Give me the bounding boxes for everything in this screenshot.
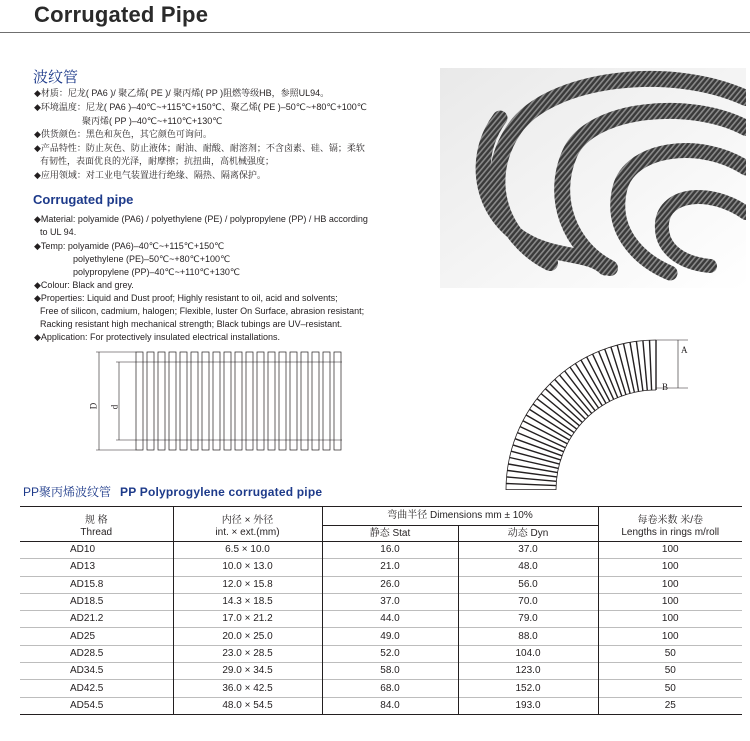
pp-heading-cn: PP聚丙烯波纹管 — [23, 485, 112, 499]
stat-cell: 26.0 — [322, 576, 458, 593]
thread-header-cn: 规 格 — [84, 515, 108, 526]
diameter-cell: 48.0 × 54.5 — [173, 697, 322, 714]
diameter-cell: 23.0 × 28.5 — [173, 645, 322, 662]
stat-cell: 44.0 — [322, 611, 458, 628]
bend-rib — [507, 477, 557, 481]
en-spec-line: ◆Colour: Black and grey. — [34, 280, 134, 290]
diameter-cell: 10.0 × 13.0 — [173, 559, 322, 576]
dyn-cell: 123.0 — [458, 663, 598, 680]
length-cell: 100 — [598, 559, 742, 576]
bend-rib — [555, 379, 589, 416]
length-cell: 100 — [598, 628, 742, 645]
pipe-rib — [235, 352, 242, 450]
pipe-rib — [136, 352, 143, 450]
en-spec-line: Racking resistant high mechanical strength; Black tubings are UV–resistant. — [40, 319, 343, 329]
pipe-rib — [158, 352, 165, 450]
stat-header: 静态 Stat — [322, 526, 458, 542]
table-row — [20, 593, 742, 610]
bend-rib — [587, 357, 610, 401]
stat-cell: 58.0 — [322, 663, 458, 680]
diameter-header — [173, 507, 322, 542]
bend-radius-header: 弯曲半径 Dimensions mm ± 10% — [322, 507, 598, 526]
bend-rib — [643, 341, 647, 391]
diameter-cell: 36.0 × 42.5 — [173, 680, 322, 697]
diameter-cell: 20.0 × 25.0 — [173, 628, 322, 645]
diameter-header-cn: 内径 × 外径 — [221, 515, 274, 526]
pipe-rib — [202, 352, 209, 450]
table-row — [20, 542, 742, 559]
table-row — [20, 645, 742, 662]
cn-spec-line: 聚丙烯( PP )–40℃~+110℃+130℃ — [82, 116, 223, 126]
thread-cell: AD21.2 — [20, 611, 173, 628]
pipe-rib — [268, 352, 275, 450]
bend-rib — [533, 404, 574, 433]
en-section-heading: Corrugated pipe — [33, 192, 134, 207]
stat-cell: 21.0 — [322, 559, 458, 576]
length-cell: 100 — [598, 611, 742, 628]
pipe-rib — [279, 352, 286, 450]
thread-cell: AD54.5 — [20, 697, 173, 714]
en-spec-line: ◆Application: For protectively insulated electrical installations. — [34, 332, 281, 342]
en-spec-line: ◆Properties: Liquid and Dust proof; Highly resistant to oil, acid and solvents; — [34, 293, 338, 303]
length-cell: 50 — [598, 645, 742, 662]
thread-cell: AD25 — [20, 628, 173, 645]
pipe-rib — [180, 352, 187, 450]
dyn-cell: 70.0 — [458, 593, 598, 610]
en-spec-line: to UL 94. — [40, 227, 77, 237]
bend-radius-a-label: A — [681, 345, 688, 355]
length-cell: 25 — [598, 697, 742, 714]
pipe-rib — [334, 352, 341, 450]
cn-spec-line: ◆应用领域：对工业电气装置进行绝缘、隔热、隔离保护。 — [34, 170, 266, 180]
table-row — [20, 680, 742, 697]
thread-cell: AD28.5 — [20, 645, 173, 662]
product-photo — [440, 68, 746, 288]
thread-cell: AD42.5 — [20, 680, 173, 697]
cn-section-heading: 波纹管 — [33, 69, 79, 86]
diameter-cell: 6.5 × 10.0 — [173, 542, 322, 559]
diameter-cell: 14.3 × 18.5 — [173, 593, 322, 610]
length-cell: 50 — [598, 663, 742, 680]
dyn-cell: 79.0 — [458, 611, 598, 628]
pipe-rib — [290, 352, 297, 450]
bend-rib — [650, 340, 652, 390]
inner-diameter-label: d — [109, 404, 120, 410]
table-row — [20, 559, 742, 576]
bend-rib — [570, 367, 599, 408]
pipe-rib — [323, 352, 330, 450]
diameter-header-en: int. × ext.(mm) — [215, 527, 280, 538]
stat-cell: 52.0 — [322, 645, 458, 662]
bent-pipe-diagram — [488, 330, 700, 490]
bend-rib — [523, 421, 567, 444]
thread-header-en: Thread — [80, 527, 113, 538]
table-row — [20, 697, 742, 714]
dyn-cell: 152.0 — [458, 680, 598, 697]
cn-spec-line: ◆材质：尼龙( PA6 )/ 聚乙烯( PE )/ 聚丙烯( PP )阻燃等级HB，参照UL94。 — [34, 88, 330, 98]
stat-cell: 68.0 — [322, 680, 458, 697]
dyn-header: 动态 Dyn — [458, 526, 598, 542]
pipe-rib — [312, 352, 319, 450]
length-header — [598, 507, 742, 542]
pipe-rib — [213, 352, 220, 450]
cn-spec-line: ◆供货颜色：黑色和灰色，其它颜色可询问。 — [34, 129, 212, 139]
table-row — [20, 576, 742, 593]
stat-cell: 16.0 — [322, 542, 458, 559]
outer-diameter-label: D — [88, 402, 99, 410]
pipe-rib — [257, 352, 264, 450]
stat-cell: 49.0 — [322, 628, 458, 645]
bend-rib — [545, 389, 582, 423]
diameter-cell: 17.0 × 21.2 — [173, 611, 322, 628]
stat-cell: 37.0 — [322, 593, 458, 610]
pipe-rib — [246, 352, 253, 450]
bend-rib — [624, 344, 635, 393]
en-spec-line: polypropylene (PP)–40℃~+110℃+130℃ — [73, 267, 241, 277]
thread-cell: AD13 — [20, 559, 173, 576]
stat-cell: 84.0 — [322, 697, 458, 714]
pp-heading-en: PP Polyprogylene corrugated pipe — [120, 485, 323, 499]
length-cell: 100 — [598, 542, 742, 559]
cn-spec-line: ◆环境温度：尼龙( PA6 )–40℃~+115℃+150℃、聚乙烯( PE )–50℃~+80℃+100℃ — [34, 102, 367, 112]
en-spec-line: polyethylene (PE)–50℃~+80℃+100℃ — [73, 254, 231, 264]
page-title: Corrugated Pipe — [34, 2, 209, 27]
diameter-cell: 12.0 × 15.8 — [173, 576, 322, 593]
cn-spec-line: 有韧性，表面优良的光泽，耐摩擦；抗扭曲，高机械强度； — [40, 156, 275, 166]
table-row — [20, 663, 742, 680]
pipe-rib — [169, 352, 176, 450]
length-cell: 100 — [598, 593, 742, 610]
thread-cell: AD15.8 — [20, 576, 173, 593]
dyn-cell: 193.0 — [458, 697, 598, 714]
thread-header — [20, 507, 173, 542]
bend-rib — [506, 484, 556, 486]
pipe-rib — [191, 352, 198, 450]
pipe-rib — [301, 352, 308, 450]
table-row — [20, 628, 742, 645]
en-spec-line: Free of silicon, cadmium, halogen; Flexible, luster On Surface, abrasion resistant; — [40, 306, 365, 316]
thread-cell: AD10 — [20, 542, 173, 559]
bend-radius-b-label: B — [662, 382, 669, 392]
cn-spec-line: ◆产品特性：防止灰色、防止液体；耐油、耐酸、耐溶剂；不含卤素、硅、镉；柔软 — [34, 143, 365, 153]
length-header-en: Lengths in rings m/roll — [621, 527, 720, 538]
length-cell: 100 — [598, 576, 742, 593]
bend-rib — [550, 384, 585, 419]
en-spec-line: ◆Temp: polyamide (PA6)–40℃~+115℃+150℃ — [34, 241, 225, 251]
pp-table-heading — [23, 483, 322, 500]
dyn-cell: 48.0 — [458, 559, 598, 576]
pipe-rib — [147, 352, 154, 450]
length-cell: 50 — [598, 680, 742, 697]
length-header-cn: 每卷米数 米/卷 — [637, 515, 704, 526]
dimensions-table — [20, 506, 742, 715]
title-divider — [0, 32, 750, 33]
dyn-cell: 104.0 — [458, 645, 598, 662]
pipe-rib — [224, 352, 231, 450]
diameter-cell: 29.0 × 34.5 — [173, 663, 322, 680]
thread-cell: AD34.5 — [20, 663, 173, 680]
bend-rib — [510, 458, 559, 469]
dyn-cell: 56.0 — [458, 576, 598, 593]
pipe-section-diagram — [96, 350, 346, 452]
dyn-cell: 37.0 — [458, 542, 598, 559]
dyn-cell: 88.0 — [458, 628, 598, 645]
en-spec-line: ◆Material: polyamide (PA6) / polyethylene (PE) / polypropylene (PP) / HB according — [34, 214, 368, 224]
thread-cell: AD18.5 — [20, 593, 173, 610]
table-row — [20, 611, 742, 628]
